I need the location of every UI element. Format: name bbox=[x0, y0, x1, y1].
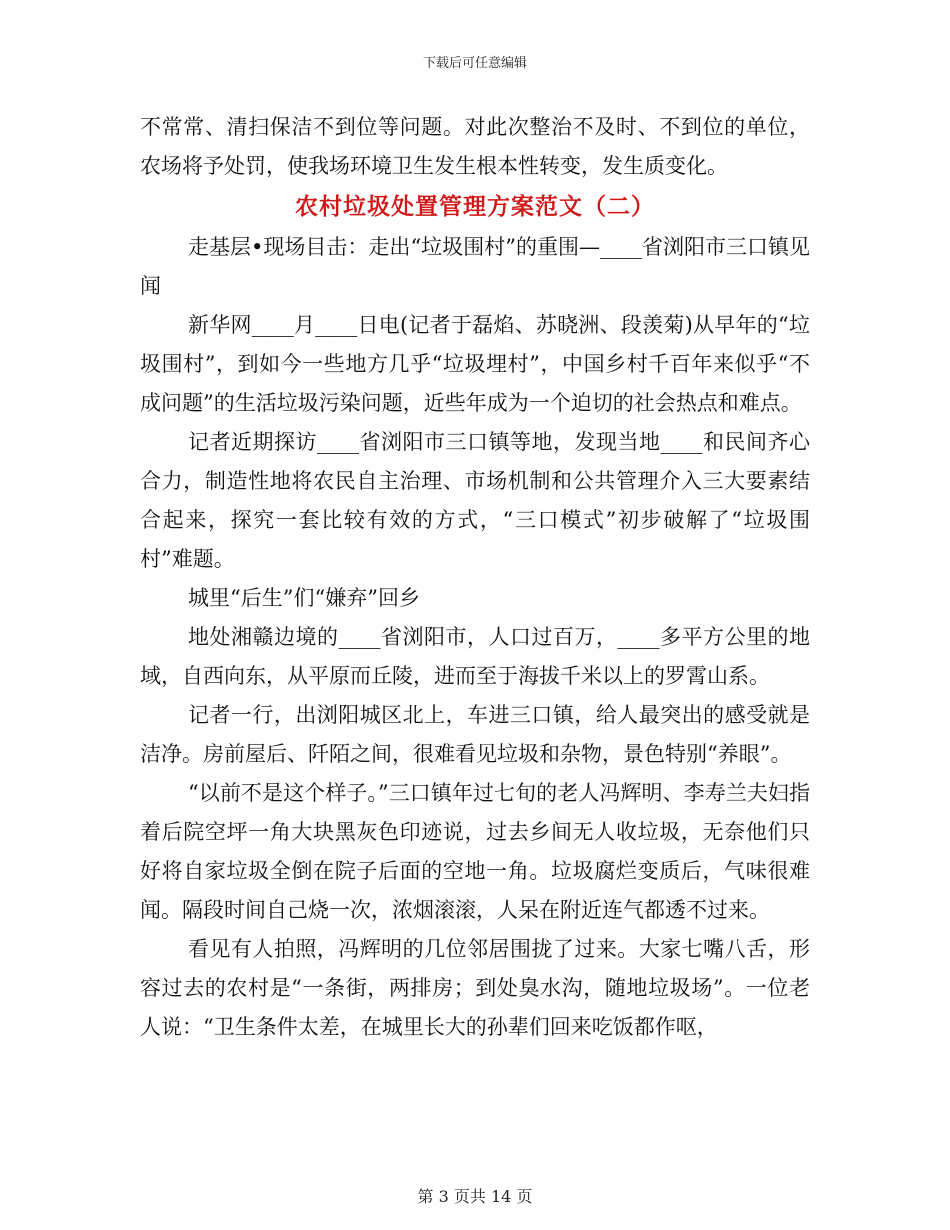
paragraph-subheading: 城里“后生”们“嫌弃”回乡 bbox=[188, 586, 420, 610]
section-title: 农村垃圾处置管理方案范文（二） bbox=[295, 193, 655, 220]
paragraph: 地处湘赣边境的____省浏阳市，人口过百万，____多平方公里的地域，自西向东，从平原而丘陵，进而至于海拔千米以上的罗霄山系。 bbox=[140, 625, 810, 688]
paragraph: 看见有人拍照，冯辉明的几位邻居围拢了过来。大家七嘴八舌，形容过去的农村是“一条街，两排房；到处臭水沟，随地垃圾场”。一位老人说：“卫生条件太差，在城里长大的孙辈们回来吃饭都作呕， bbox=[140, 937, 810, 1039]
paragraph: 记者近期探访____省浏阳市三口镇等地，发现当地____和民间齐心合力，制造性地将农民自主治理、市场机制和公共管理介入三大要素结合起来，探究一套比较有效的方式，“三口模式”初步破解了“垃圾围村”难题。 bbox=[140, 430, 810, 571]
page-header-note: 下载后可任意编辑 bbox=[422, 56, 527, 71]
paragraph: 新华网____月____日电(记者于磊焰、苏晓洲、段羡菊)从早年的“垃圾围村”，到如今一些地方几乎“垃圾埋村”，中国乡村千百年来似乎“不成问题”的生活垃圾污染问题，近些年成为一个迫切的社会热点和难点。 bbox=[140, 313, 810, 415]
document-body bbox=[140, 108, 810, 1047]
paragraph: “以前不是这个样子。”三口镇年过七旬的老人冯辉明、李寿兰夫妇指着后院空坪一角大块黑灰色印迹说，过去乡间无人收垃圾，无奈他们只好将自家垃圾全倒在院子后面的空地一角。垃圾腐烂变质后，气味很难闻。隔段时间自己烧一次，浓烟滚滚，人呆在附近连气都透不过来。 bbox=[140, 781, 810, 922]
paragraph: 记者一行，出浏阳城区北上，车进三口镇，给人最突出的感受就是洁净。房前屋后、阡陌之间，很难看见垃圾和杂物，景色特别“养眼”。 bbox=[140, 703, 810, 766]
page-number: 第 3 页共 14 页 bbox=[417, 1187, 533, 1206]
paragraph-continuation: 不常常、清扫保洁不到位等问题。对此次整治不及时、不到位的单位，农场将予处罚，使我场环境卫生发生根本性转变，发生质变化。 bbox=[140, 115, 810, 178]
paragraph-subtitle: 走基层•现场目击：走出“垃圾围村”的重围—____省浏阳市三口镇见闻 bbox=[140, 235, 810, 298]
